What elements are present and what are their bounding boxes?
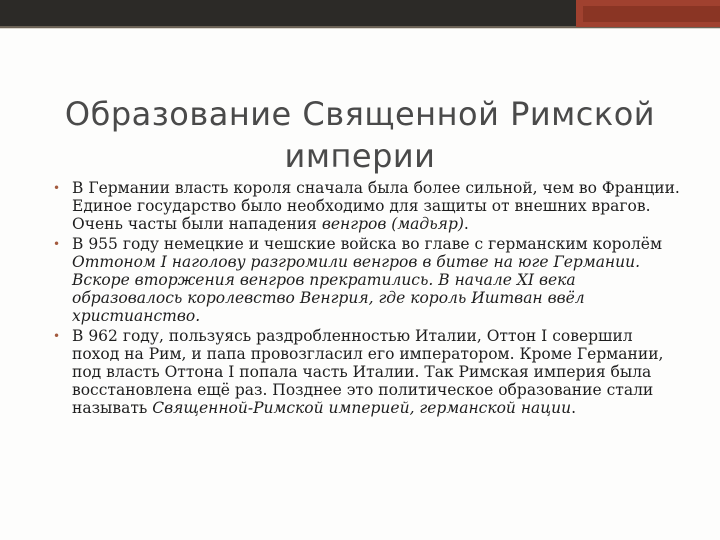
item-text-end: .: [463, 215, 469, 233]
accent-block-inner: [583, 6, 720, 22]
list-item: [40, 179, 680, 233]
slide-title: Образование Священной Римской империи: [64, 95, 656, 175]
item-text-italic: венгров (мадьяр): [321, 215, 464, 233]
list-item: [40, 235, 680, 325]
bullet-icon: •: [53, 329, 61, 343]
bullet-icon: •: [53, 237, 61, 251]
bullet-list: [40, 179, 680, 419]
list-item: [40, 327, 680, 417]
bullet-icon: •: [53, 181, 61, 195]
item-text-italic: Оттоном I наголову разгромили венгров в битве на юге Германии. Вскоре вторжения венгров прекратились. В начале XI века образовалось королевство Венгрия, где король Иштван ввёл христианство.: [72, 253, 641, 325]
item-text-end: .: [571, 399, 577, 417]
item-text-italic: Священной-Римской империей, германской нации: [152, 399, 572, 417]
item-text-1: В 955 году немецкие и чешские войска во главе с германским королём: [72, 235, 663, 253]
item-text-0: В Германии власть короля сначала была более сильной, чем во Франции. Единое государство было необходимо для защиты от внешних врагов. Очень часты были нападения: [72, 179, 680, 233]
accent-line: [0, 28, 720, 29]
item-text-2: В 962 году, пользуясь раздробленностью Италии, Оттон I совершил поход на Рим, и папа провозгласил его императором. Кроме Германии, под власть Оттона I попала часть Италии. Так Римская империя была восстановлена ещё раз. Позднее это политическое образование стали называть: [72, 327, 664, 417]
